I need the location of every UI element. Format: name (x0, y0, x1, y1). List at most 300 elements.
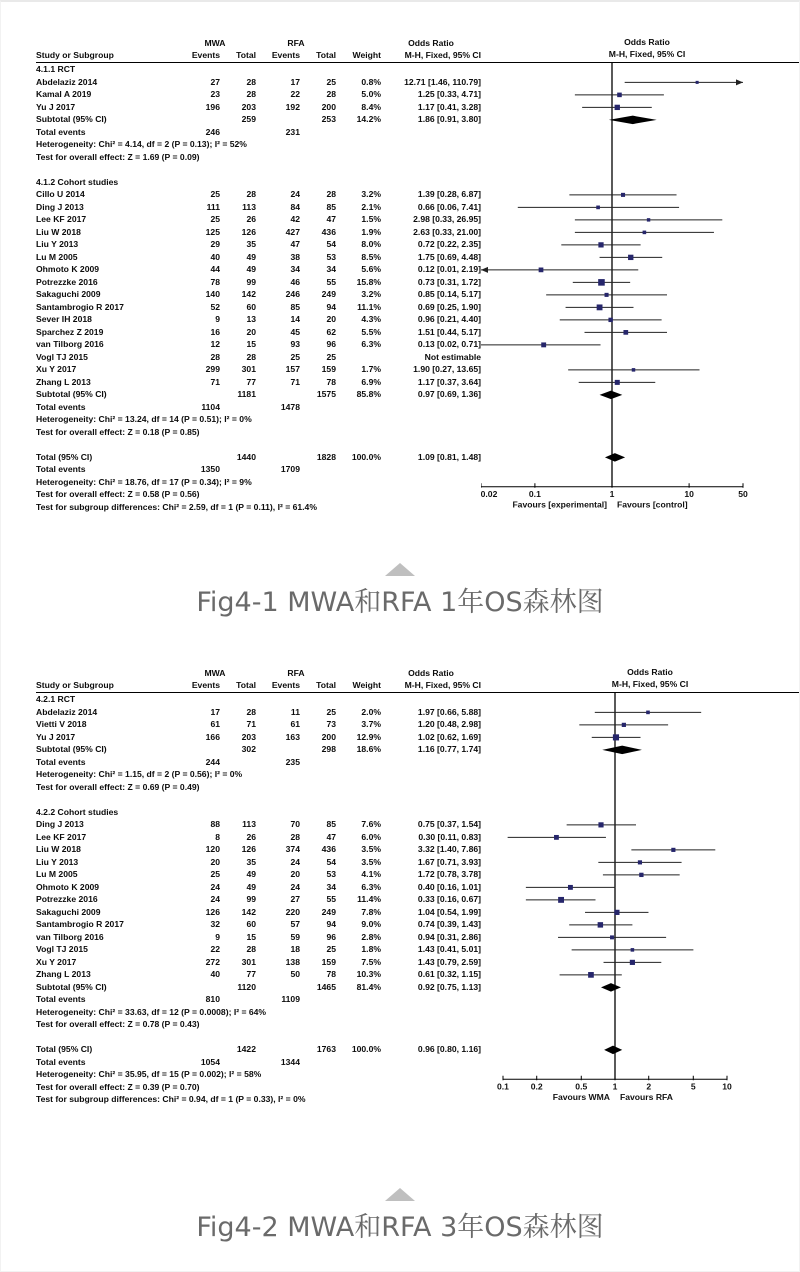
row-label: Total events (36, 1056, 86, 1067)
weight: 18.6% (356, 744, 381, 754)
study-name: Abdelaziz 2014 (36, 706, 98, 717)
study-column-header: Study or Subgroup (36, 680, 114, 690)
or-point-marker (647, 218, 650, 221)
rfa-events: 24 (290, 189, 300, 199)
figure-1-caption: Fig4-1 MWA和RFA 1年OS森林图 (196, 587, 604, 618)
mwa-events: 272 (205, 956, 220, 967)
empty (174, 388, 220, 401)
empty (256, 743, 300, 756)
weight: 1.5% (361, 214, 381, 224)
rfa-events: 11 (290, 706, 300, 717)
axis-tick-label: 10 (722, 1081, 732, 1092)
rfa-total: 85 (326, 201, 336, 212)
empty (381, 1056, 481, 1069)
weight: 8.4% (361, 101, 381, 112)
or-ci-column-header: M-H, Fixed, 95% CI (404, 50, 481, 60)
study-column-header: Study or Subgroup (36, 50, 114, 60)
rfa-total: 54 (326, 239, 336, 249)
rfa-events: 1109 (281, 994, 300, 1004)
weight: 8.5% (361, 251, 381, 262)
spacer (36, 163, 481, 176)
rfa-events: 71 (290, 376, 300, 387)
study-name: Cillo U 2014 (36, 189, 85, 199)
mwa-events-header: Events (191, 50, 220, 60)
total-events-row (36, 1056, 481, 1069)
study-row (36, 338, 481, 351)
spacer (36, 438, 481, 451)
mwa-events: 1350 (200, 464, 220, 474)
rfa-events: 38 (290, 251, 300, 262)
mwa-events: 8 (215, 831, 220, 842)
mwa-total: 49 (246, 264, 256, 274)
mwa-total: 113 (242, 201, 256, 212)
or-ci-text: 1.17 [0.41, 3.28] (417, 101, 481, 112)
or-ci-text: 2.98 [0.33, 26.95] (413, 214, 481, 224)
or-point-marker (630, 960, 635, 965)
spacer (36, 668, 174, 679)
or-ci-text: 0.66 [0.06, 7.41] (417, 201, 481, 212)
or-ci-text: 3.32 [1.40, 7.86] (417, 844, 481, 854)
study-row (36, 76, 481, 89)
forest-plot-2-header (36, 668, 799, 693)
or-ci-text: 0.94 [0.31, 2.86] (417, 931, 481, 942)
empty (220, 463, 256, 476)
study-row (36, 956, 481, 969)
weight: 9.0% (361, 919, 381, 929)
mwa-total-header: Total (236, 50, 256, 60)
mwa-events: 1054 (200, 1056, 220, 1067)
stat-line: Heterogeneity: Chi² = 1.15, df = 2 (P = 0.56); I² = 0% (36, 769, 243, 779)
mwa-total: 301 (241, 956, 256, 967)
row-label: Total events (36, 464, 86, 474)
study-name: Kamal A 2019 (36, 89, 92, 99)
forest-graph (481, 63, 799, 515)
study-name: Xu Y 2017 (36, 956, 77, 967)
subtotal-row (36, 113, 481, 126)
total-events-row (36, 126, 481, 139)
row-label: Subtotal (95% CI) (36, 389, 107, 399)
rfa-events: 24 (290, 881, 300, 892)
weight: 2.8% (361, 931, 381, 942)
mwa-events: 1104 (201, 401, 220, 412)
rfa-events: 14 (290, 314, 300, 324)
pooled-diamond (600, 391, 623, 399)
study-name: Potrezzke 2016 (36, 894, 98, 904)
mwa-total: 259 (241, 114, 256, 124)
empty (300, 126, 336, 139)
stat-line: Heterogeneity: Chi² = 13.24, df = 14 (P = 0.51); I² = 0% (36, 414, 252, 424)
or-ci-text: Not estimable (424, 351, 481, 362)
rfa-events: 374 (285, 844, 300, 854)
or-ci-text: 1.72 [0.78, 3.78] (417, 869, 481, 879)
or-ci-text: 0.96 [0.80, 1.16] (417, 1044, 481, 1054)
rfa-total-header: Total (316, 680, 336, 690)
mwa-total: 126 (241, 226, 256, 237)
or-column-title: Odds Ratio (408, 668, 454, 678)
study-row (36, 251, 481, 264)
pooled-diamond (602, 746, 642, 754)
or-point-marker (608, 318, 612, 322)
mwa-total: 28 (246, 351, 256, 362)
study-row (36, 856, 481, 869)
stat-line: Test for subgroup differences: Chi² = 2.59, df = 1 (P = 0.11), I² = 61.4% (36, 501, 317, 512)
or-point-marker (639, 873, 643, 877)
rfa-total: 1465 (316, 981, 336, 992)
empty (220, 1056, 256, 1069)
rfa-total: 34 (326, 264, 336, 274)
mwa-total: 15 (246, 339, 256, 349)
or-point-marker (588, 972, 594, 978)
empty (174, 1043, 220, 1056)
total-events-row (36, 463, 481, 476)
study-table (36, 63, 481, 513)
total-row (36, 1043, 481, 1056)
study-name: Ohmoto K 2009 (36, 881, 100, 892)
or-point-marker (598, 922, 603, 927)
or-point-marker (598, 279, 605, 286)
spacer (336, 668, 381, 679)
or-point-marker (598, 822, 603, 827)
collapse-arrow-icon[interactable] (385, 563, 415, 576)
study-row (36, 238, 481, 251)
forest-plot-2-body (36, 693, 799, 1108)
or-ci-text: 1.17 [0.37, 3.64] (417, 376, 481, 387)
total-row (36, 451, 481, 464)
empty (220, 756, 256, 769)
or-ci-text: 1.90 [0.27, 13.65] (413, 364, 481, 374)
rfa-total-header: Total (316, 50, 336, 60)
weight: 1.7% (361, 364, 381, 374)
row-label: Subtotal (95% CI) (36, 981, 107, 992)
empty (336, 463, 381, 476)
or-point-marker (628, 255, 633, 260)
mwa-events: 20 (210, 856, 220, 867)
forest-plot-2 (1, 668, 799, 1108)
weight: 1.9% (361, 226, 381, 237)
study-row (36, 968, 481, 981)
empty (256, 1043, 300, 1056)
weight: 100.0% (351, 1044, 381, 1054)
row-label: Subtotal (95% CI) (36, 114, 107, 124)
weight: 7.6% (361, 819, 381, 829)
mwa-events: 28 (210, 351, 220, 362)
section-title: 4.2.2 Cohort studies (36, 806, 119, 817)
stat-line: Test for overall effect: Z = 0.58 (P = 0.56) (36, 489, 200, 499)
axis-tick-label: 50 (738, 488, 748, 499)
weight: 3.5% (361, 844, 381, 854)
caption-block-2 (1, 1188, 799, 1245)
or-ci-text: 1.02 [0.62, 1.69] (417, 731, 481, 742)
rfa-total: 20 (326, 314, 336, 324)
mwa-total: 28 (246, 189, 256, 199)
mwa-total: 28 (246, 706, 256, 717)
empty (300, 1056, 336, 1069)
collapse-arrow-icon[interactable] (385, 1188, 415, 1201)
rfa-total: 54 (326, 856, 336, 867)
mwa-total: 49 (246, 869, 256, 879)
total-events-row (36, 756, 481, 769)
rfa-total: 78 (326, 376, 336, 387)
mwa-total: 35 (246, 239, 256, 249)
study-name: Lee KF 2017 (36, 831, 87, 842)
graph-column-title (612, 667, 688, 690)
or-ci-text: 0.97 [0.69, 1.36] (417, 389, 481, 399)
mwa-events: 25 (210, 189, 220, 199)
mwa-events: 166 (205, 731, 220, 742)
empty (336, 401, 381, 414)
favours-right-label: Favours RFA (620, 1091, 674, 1102)
graph-mh-label: M-H, Fixed, 95% CI (611, 678, 689, 689)
mwa-total: 20 (246, 326, 256, 337)
rfa-total: 85 (326, 819, 336, 829)
or-ci-text: 0.61 [0.32, 1.15] (417, 969, 481, 979)
study-name: Vogl TJ 2015 (36, 944, 88, 954)
section-title: 4.2.1 RCT (36, 694, 76, 704)
empty (174, 981, 220, 994)
mwa-events: 299 (205, 364, 220, 374)
weight: 12.9% (356, 731, 381, 742)
mwa-events: 27 (210, 76, 220, 87)
study-name: Vietti V 2018 (36, 719, 87, 729)
left-arrow-icon (481, 267, 488, 273)
favours-left-label: Favours [experimental] (512, 499, 607, 510)
study-name: Ding J 2013 (36, 819, 84, 829)
study-row (36, 918, 481, 931)
rfa-events: 34 (290, 264, 300, 274)
study-row (36, 88, 481, 101)
weight: 3.2% (361, 289, 381, 299)
or-ci-text: 0.73 [0.31, 1.72] (417, 276, 481, 287)
weight: 15.8% (356, 276, 381, 287)
study-name: Xu Y 2017 (36, 364, 77, 374)
study-row (36, 881, 481, 894)
mwa-total: 13 (246, 314, 256, 324)
pooled-diamond (605, 453, 625, 461)
rfa-total: 53 (326, 869, 336, 879)
mwa-total: 126 (241, 844, 256, 854)
mwa-events: 810 (205, 994, 220, 1004)
rfa-total: 1828 (316, 451, 336, 462)
or-ci-text: 1.43 [0.79, 2.59] (417, 956, 481, 967)
rfa-total: 94 (326, 301, 336, 312)
rfa-total: 249 (321, 906, 336, 917)
rfa-total: 96 (326, 339, 336, 349)
or-point-marker (597, 304, 603, 310)
row-label: Total events (36, 126, 86, 137)
study-row (36, 263, 481, 276)
mwa-events: 196 (205, 101, 220, 112)
mwa-events: 24 (210, 881, 220, 892)
mwa-events: 111 (206, 201, 220, 212)
mwa-total: 28 (246, 89, 256, 99)
rfa-events: 93 (290, 339, 300, 349)
mwa-total: 60 (246, 919, 256, 929)
weight: 5.0% (361, 89, 381, 99)
spacer (36, 1031, 481, 1044)
empty (336, 1056, 381, 1069)
study-name: Liu Y 2013 (36, 239, 79, 249)
rfa-total: 159 (321, 956, 336, 967)
rfa-total: 200 (321, 101, 336, 112)
weight: 4.3% (361, 314, 381, 324)
rfa-total: 53 (326, 251, 336, 262)
rfa-events: 1478 (280, 401, 300, 412)
study-name: Potrezzke 2016 (36, 276, 98, 287)
rfa-events: 46 (290, 276, 300, 287)
empty (300, 401, 336, 414)
rfa-events: 85 (290, 301, 300, 312)
axis-tick-label: 0.1 (497, 1081, 509, 1092)
empty (256, 388, 300, 401)
stat-line: Test for overall effect: Z = 0.18 (P = 0.85) (36, 426, 200, 437)
spacer (36, 793, 481, 806)
study-row (36, 188, 481, 201)
mwa-events: 78 (210, 276, 220, 287)
study-row (36, 731, 481, 744)
weight: 6.3% (361, 339, 381, 349)
or-point-marker (596, 206, 600, 210)
study-name: van Tilborg 2016 (36, 931, 104, 942)
empty (256, 113, 300, 126)
rfa-total: 25 (326, 706, 336, 717)
row-label: Total events (36, 994, 86, 1004)
weight: 1.8% (361, 944, 381, 954)
weight: 10.3% (356, 969, 381, 979)
weight: 2.1% (361, 201, 381, 212)
or-point-marker (617, 93, 622, 98)
rfa-events: 157 (285, 364, 300, 374)
rfa-events: 24 (290, 856, 300, 867)
or-ci-text: 1.97 [0.66, 5.88] (417, 706, 481, 717)
study-row (36, 326, 481, 339)
stat-line: Heterogeneity: Chi² = 18.76, df = 17 (P = 0.34); I² = 9% (36, 476, 252, 487)
study-row (36, 906, 481, 919)
rfa-events: 427 (285, 226, 300, 237)
rfa-total: 47 (326, 214, 336, 224)
rfa-total: 25 (326, 351, 336, 362)
study-row (36, 276, 481, 289)
weight: 2.0% (361, 706, 381, 717)
stat-line: Test for overall effect: Z = 0.78 (P = 0.43) (36, 1019, 200, 1029)
or-ci-text: 1.16 [0.77, 1.74] (417, 744, 481, 754)
pooled-diamond (601, 983, 621, 991)
graph-column-title (609, 37, 685, 60)
or-ci-text: 12.71 [1.46, 110.79] (404, 76, 481, 87)
mwa-total: 28 (246, 944, 256, 954)
or-ci-text: 0.33 [0.16, 0.67] (417, 894, 481, 904)
rfa-total: 62 (326, 326, 336, 337)
study-name: Ohmoto K 2009 (36, 264, 100, 274)
row-label: Total events (36, 756, 86, 767)
rfa-total: 25 (326, 76, 336, 87)
mwa-total: 203 (241, 731, 256, 742)
empty (174, 743, 220, 756)
study-row (36, 931, 481, 944)
rfa-events: 1344 (280, 1056, 300, 1067)
or-ci-text: 0.75 [0.37, 1.54] (417, 819, 481, 829)
rfa-events: 28 (290, 831, 300, 842)
or-ci-text: 0.85 [0.14, 5.17] (417, 289, 481, 299)
axis-tick-label: 2 (646, 1081, 652, 1092)
or-point-marker (615, 380, 620, 385)
or-ci-text: 0.12 [0.01, 2.19] (417, 264, 481, 274)
study-name: Yu J 2017 (36, 101, 76, 112)
mwa-total: 301 (241, 364, 256, 374)
mwa-events-header: Events (191, 680, 220, 690)
total-events-row (36, 401, 481, 414)
total-events-row (36, 993, 481, 1006)
empty (381, 126, 481, 139)
or-point-marker (605, 293, 609, 297)
empty (174, 113, 220, 126)
empty (381, 401, 481, 414)
mwa-total: 99 (246, 276, 256, 287)
weight: 85.8% (356, 389, 381, 399)
forest-plot-1 (1, 38, 799, 515)
subtotal-row (36, 743, 481, 756)
weight: 3.5% (361, 856, 381, 867)
weight: 81.4% (356, 981, 381, 992)
mwa-events: 40 (210, 969, 220, 979)
subtotal-row (36, 981, 481, 994)
rfa-total: 1763 (316, 1044, 336, 1054)
weight: 14.2% (356, 114, 381, 124)
rfa-total: 78 (326, 969, 336, 979)
forest-graph (481, 693, 799, 1108)
study-row (36, 943, 481, 956)
study-name: Ding J 2013 (36, 201, 84, 212)
rfa-total: 47 (326, 831, 336, 842)
rfa-total: 28 (326, 89, 336, 99)
mwa-events: 22 (210, 944, 220, 954)
rfa-events-header: Events (271, 50, 300, 60)
rfa-total: 436 (321, 844, 336, 854)
empty (220, 993, 256, 1006)
mwa-events: 126 (205, 906, 220, 917)
mwa-events: 17 (210, 706, 220, 717)
study-row (36, 818, 481, 831)
mwa-events: 52 (210, 301, 220, 312)
study-name: Sakaguchi 2009 (36, 289, 101, 299)
or-point-marker (696, 81, 699, 84)
or-point-marker (539, 268, 544, 273)
or-point-marker (631, 948, 635, 952)
rfa-total: 73 (326, 719, 336, 729)
mwa-events: 40 (210, 251, 220, 262)
empty (300, 463, 336, 476)
or-point-marker (541, 342, 546, 347)
spacer (336, 38, 381, 49)
mwa-total: 71 (246, 719, 256, 729)
mwa-events: 9 (215, 314, 220, 324)
mwa-total: 203 (241, 101, 256, 112)
or-point-marker (598, 242, 603, 247)
or-point-marker (643, 231, 647, 235)
mwa-group-header: MWA (204, 668, 226, 678)
mwa-events: 246 (205, 126, 220, 137)
row-label: Total events (36, 401, 86, 412)
study-row (36, 301, 481, 314)
mwa-events: 88 (210, 819, 220, 829)
graph-mh-label: M-H, Fixed, 95% CI (608, 48, 686, 59)
or-point-marker (638, 860, 642, 864)
rfa-events: 57 (290, 919, 300, 929)
mwa-events: 24 (210, 894, 220, 904)
weight: 5.6% (361, 264, 381, 274)
figure-2-caption: Fig4-2 MWA和RFA 3年OS森林图 (196, 1212, 604, 1243)
weight-column-header: Weight (352, 50, 381, 60)
or-point-marker (646, 711, 650, 715)
